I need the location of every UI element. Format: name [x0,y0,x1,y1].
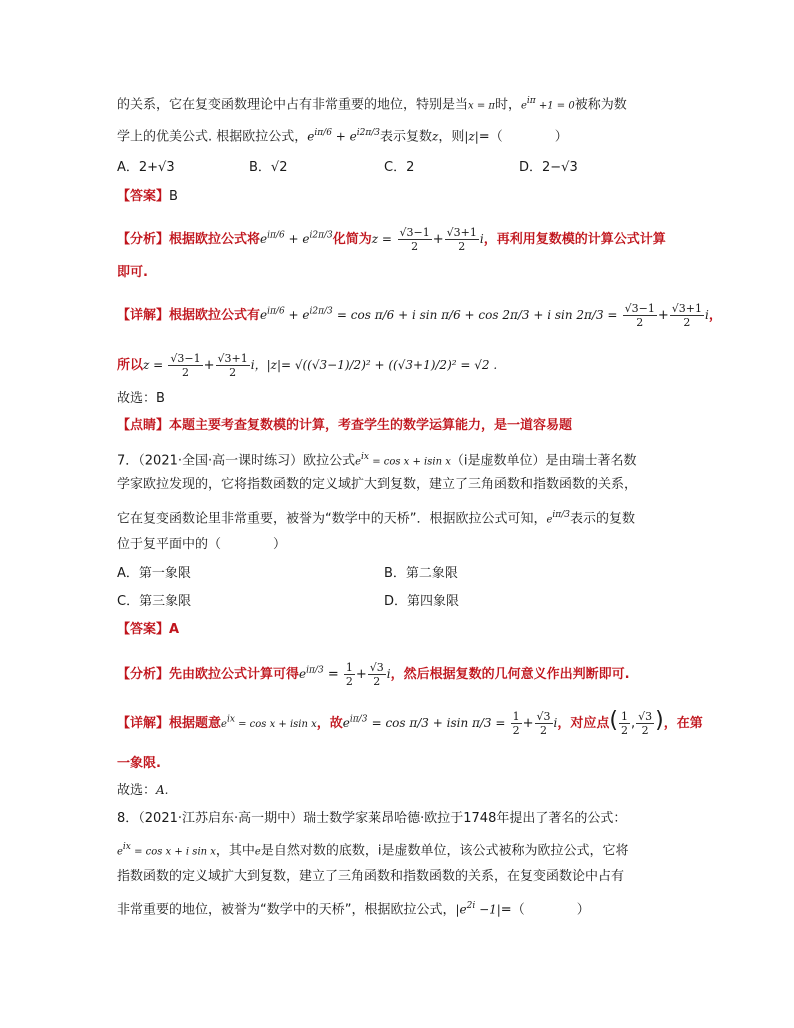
q6-conclusion: 故选：B [117,391,165,406]
q6-option-c: C．2 [384,160,415,175]
q8-line-1: 8．（2021·江苏启东·高一期中）瑞士数学家莱昂哈德·欧拉于1748年提出了著名的公式： [117,811,627,826]
fraction: $\frac{√3}{2}$ [536,710,551,737]
q8-line-3: 指数函数的定义域扩大到复数，建立了三角函数和指数函数的关系，在复变函数论中占有 [117,869,625,884]
fraction: $\frac{√3}{2}$ [638,710,653,737]
q6-option-b: B．√2 [249,160,288,175]
q7-line-1: 7．（2021·全国·高一课时练习）欧拉公式$e^{ix} = \cos x + isin$ x（i是虚数单位）是由瑞士著名数 [117,452,637,469]
fraction: $\frac{1}{2}$ [345,661,353,688]
q6-analysis: 【分析】根据欧拉公式将$e^{i\pi/6} + e^{i2\pi/3}$化简为z = $\frac{√3-1}{2}$ + $\frac{√3+1}{2}$ i，再利用复数模的计算公式计算 [117,226,666,253]
q7-line-3: 它在复变函数论里非常重要，被誉为“数学中的天桥”．根据欧拉公式可知，$e^{i\pi/3}$表示的复数 [117,510,635,527]
q7-option-d: D．第四象限 [384,594,460,609]
fraction: $\frac{√3-1}{2}$ [170,352,201,379]
q7-conclusion: 故选：A. [117,783,169,798]
q6-analysis-cont: 即可. [117,265,148,280]
fraction: $\frac{√3-1}{2}$ [624,302,655,329]
q7-option-a: A．第一象限 [117,566,191,581]
q6-answer: 【答案】B [117,189,178,204]
q6-comment: 【点睛】本题主要考查复数模的计算，考查学生的数学运算能力，是一道容易题 [117,418,573,433]
fraction: $\frac{1}{2}$ [512,710,520,737]
q7-line-2: 学家欧拉发现的，它将指数函数的定义域扩大到复数，建立了三角函数和指数函数的关系， [117,477,638,492]
q8-line-2: $e^{ix} = \cos x + i$ sin x，其中e是自然对数的底数，i是虚数单位，该公式被称为欧拉公式，它将 [117,842,629,859]
q7-detail: 【详解】根据题意$e^{ix} = \cos x + isin$ x，故$e^{i\pi/3} = \cos \pi/3 + isin$ π/3 = $\frac{1}{2}$ + $\frac{√3}{2}$ i，对应点( $\frac{1}{2}$ , $\frac{√3}{2}$ )，在第 [117,708,703,737]
fraction: $\frac{√3-1}{2}$ [399,226,430,253]
fraction: $\frac{√3+1}{2}$ [217,352,248,379]
q7-answer: 【答案】A [117,622,180,637]
q8-line-4: 非常重要的地位，被誉为“数学中的天桥”，根据欧拉公式，$|e^{2i} -1|=$（ ） [117,901,590,918]
fraction: $\frac{√3+1}{2}$ [446,226,477,253]
q6-so: 所以z = $\frac{√3-1}{2}$ + $\frac{√3+1}{2}$ i，|z|= √((√3−1)/2)² + ((√3+1)/2)² = √2 . [117,352,498,379]
q6-option-a: A．2+√3 [117,160,175,175]
q7-option-c: C．第三象限 [117,594,192,609]
q6-option-d: D．2−√3 [519,160,578,175]
q6-detail: 【详解】根据欧拉公式有$e^{i\pi/6} + e^{i2\pi/3} = \cos \pi/6 + i$ sin π/6 + cos 2π/3 + i sin 2π/3 = $\frac{√3-1}{2}$ + $\frac{√3+1}{2}$ i， [117,302,722,329]
q7-line-4: 位于复平面中的（ ） [117,537,287,552]
fraction: $\frac{√3}{2}$ [369,661,384,688]
fraction: $\frac{√3+1}{2}$ [671,302,702,329]
q7-detail-cont: 一象限. [117,756,161,771]
q6-line-1: 的关系，它在复变函数理论中占有非常重要的地位，特别是当x = π时，$e^{i\pi} +1 = 0$被称为数 [117,96,627,113]
fraction: $\frac{1}{2}$ [620,710,628,737]
q7-analysis: 【分析】先由欧拉公式计算可得$e^{i\pi/3}$ = $\frac{1}{2}$ + $\frac{√3}{2}$ i，然后根据复数的几何意义作出判断即可. [117,661,630,688]
q6-line-2: 学上的优美公式. 根据欧拉公式，$e^{i\pi/6} + e^{i2\pi/3}$表示复数z，则|z|=（ ） [117,128,568,145]
q7-option-b: B．第二象限 [384,566,458,581]
